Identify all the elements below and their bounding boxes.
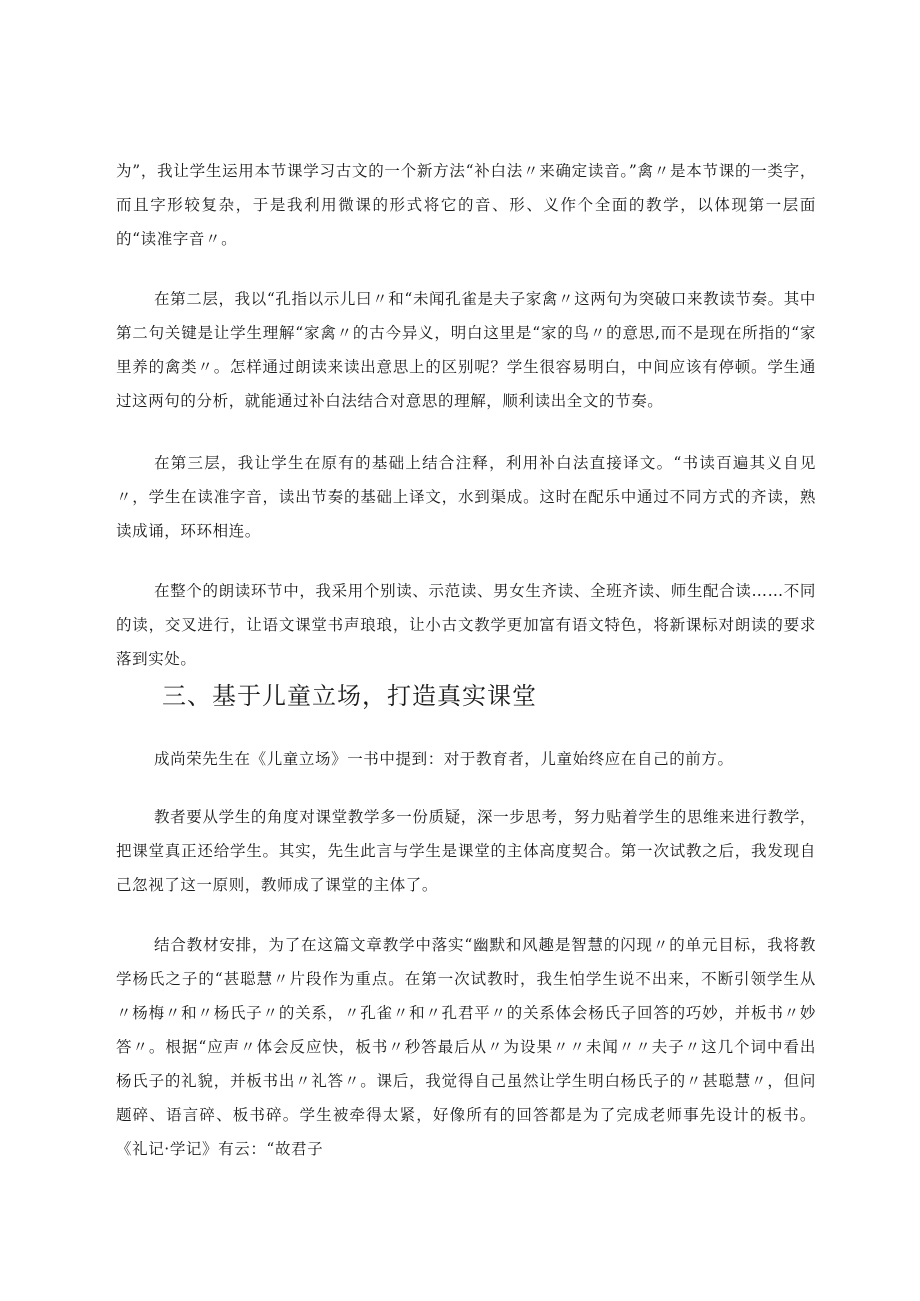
paragraph-reading-pronunciation: 为”，我让学生运用本节课学习古文的一个新方法“补白法〃来确定读音。”禽〃是本节课的一类字，而且字形较复杂，于是我利用微课的形式将它的音、形、义作个全面的教学，以体现第一层面的“读准字音〃。 — [116, 162, 816, 248]
paragraph-second-layer: 在第二层，我以“孔指以示儿曰〃和“未闻孔雀是夫子家禽〃这两句为突破口来教读节奏。其中第二句关键是让学生理解“家禽〃的古今异义，明白这里是“家的鸟〃的意思,而不是现在所指的“家里养的禽类〃。怎样通过朗读来读出意思上的区别呢？学生很容易明白，中间应该有停顿。学生通过这两句的分析，就能通过补白法结合对意思的理解，顺利读出全文的节奏。 — [116, 290, 816, 410]
paragraph-teacher-reflection: 教者要从学生的角度对课堂教学多一份质疑，深一步思考，努力贴着学生的思维来进行教学，把课堂真正还给学生。其实，先生此言与学生是课堂的主体高度契合。第一次试教之后，我发现自己忽视了这一原则，教师成了课堂的主体了。 — [116, 808, 816, 894]
paragraph-reading-methods: 在整个的朗读环节中，我采用个别读、示范读、男女生齐读、全班齐读、师生配合读……不同的读，交叉进行，让语文课堂书声琅琅，让小古文教学更加富有语文特色，将新课标对朗读的要求落到实处。 — [116, 582, 816, 668]
paragraph-third-layer: 在第三层，我让学生在原有的基础上结合注释，利用补白法直接译文。“书读百遍其义自见〃，学生在读准字音，读出节奏的基础上译文，水到渠成。这时在配乐中通过不同方式的齐读，熟读成诵，环环相连。 — [116, 454, 816, 540]
section-heading: 三、基于儿童立场，打造真实课堂 — [162, 682, 537, 710]
paragraph-lesson-example: 结合教材安排，为了在这篇文章教学中落实“幽默和风趣是智慧的闪现〃的单元目标，我将教学杨氏之子的“甚聪慧〃片段作为重点。在第一次试教时，我生怕学生说不出来，不断引领学生从〃杨梅〃和〃杨氏子〃的关系，〃孔雀〃和〃孔君平〃的关系体会杨氏子回答的巧妙，并板书〃妙答〃。根据“应声〃体会反应快，板书〃秒答最后从〃为设果〃〃未闻〃〃夫子〃这几个词中看出杨氏子的礼貌，并板书出〃礼答〃。课后，我觉得自己虽然让学生明白杨氏子的〃甚聪慧〃，但问题碎、语言碎、板书碎。学生被牵得太紧，好像所有的回答都是为了完成老师事先设计的板书。《礼记·学记》有云：“故君子 — [116, 936, 816, 1158]
paragraph-quote: 成尚荣先生在《儿童立场》一书中提到：对于教育者，儿童始终应在自己的前方。 — [154, 750, 734, 768]
